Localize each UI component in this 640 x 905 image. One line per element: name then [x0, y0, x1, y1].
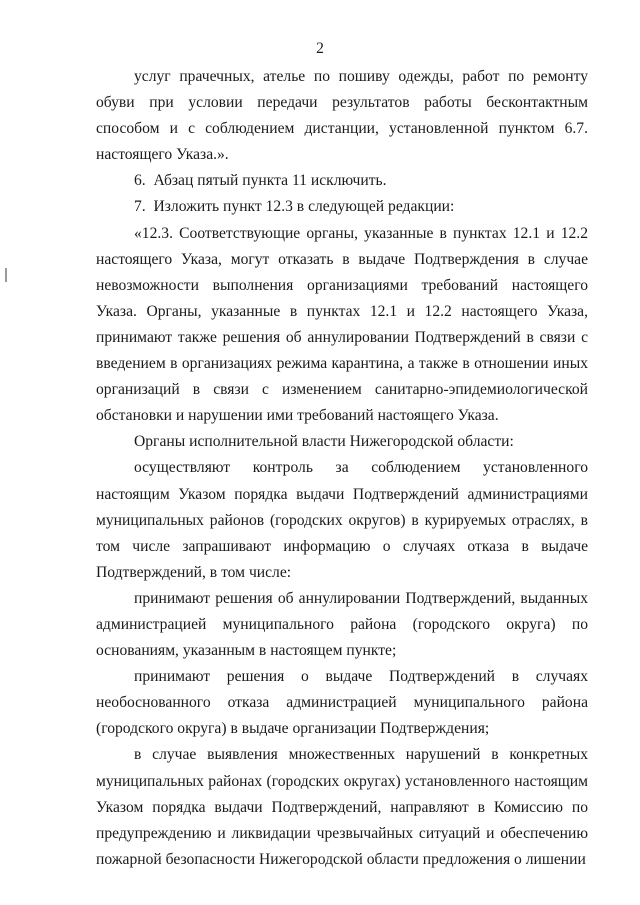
paragraph-continuation: услуг прачечных, ателье по пошиву одежды, работ по ремонту обуви при условии передачи результатов работы бесконтактным способом и с соблюдением дистанции, установленной пунктом 6.7. настоящего Указа.». — [96, 68, 588, 164]
document-body — [96, 64, 588, 873]
paragraph-item-6: 6. Абзац пятый пункта 11 исключить. — [134, 172, 387, 190]
paragraph-item-7: 7. Изложить пункт 12.3 в следующей редакции: — [134, 198, 455, 216]
paragraph-authorities-heading: Органы исполнительной власти Нижегородской области: — [134, 433, 514, 451]
paragraph-quote-12-3: «12.3. Соответствующие органы, указанные в пунктах 12.1 и 12.2 настоящего Указа, могут отказать в выдаче Подтверждения в случае невозможности выполнения организациями требований настоящего Указа. Органы, указанные в пунктах 12.1 и 12.2 настоящего Указа, принимают также решения об аннулировании Подтверждений в связи с введением в организациях режима карантина, а также в отношении иных организаций в связи с изменением санитарно-эпидемиологической обстановки и нарушении ими требований настоящего Указа. — [96, 224, 588, 425]
paragraph-issuance: принимают решения о выдаче Подтверждений в случаях необоснованного отказа администрацией муниципального района (городского округа) в выдаче организации Подтверждения; — [96, 668, 588, 738]
scan-artifact-mark — [5, 268, 7, 282]
paragraph-control: осуществляют контроль за соблюдением установленного настоящим Указом порядка выдачи Подтверждений администрациями муниципальных районов (городских округов) в курируемых отраслях, в том числе запрашивают информацию о случаях отказа в выдаче Подтверждений, в том числе: — [96, 459, 588, 581]
paragraph-annulment: принимают решения об аннулировании Подтверждений, выданных администрацией муниципального района (городского округа) по основаниям, указанным в настоящем пункте; — [96, 589, 588, 660]
paragraph-violations: в случае выявления множественных нарушений в конкретных муниципальных районах (городских округах) установленного настоящим Указом порядка выдачи Подтверждений, направляют в Комиссию по предупреждению и ликвидации чрезвычайных ситуаций и обеспечению пожарной безопасности Нижегородской области предложения о лишении — [96, 746, 588, 868]
page-number: 2 — [316, 40, 324, 57]
